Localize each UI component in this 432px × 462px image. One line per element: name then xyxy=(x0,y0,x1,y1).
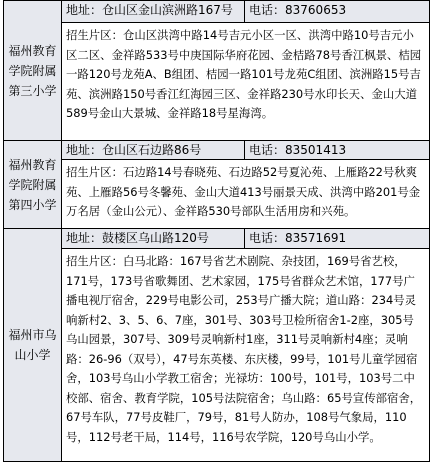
school-zone-table xyxy=(3,0,430,462)
address-cell xyxy=(62,141,245,160)
school-row-address xyxy=(4,1,430,23)
zone-cell xyxy=(62,160,430,229)
phone-cell xyxy=(245,141,430,160)
school-row-address xyxy=(4,141,430,160)
school-name: 福州教育学院附属第四小学 xyxy=(8,157,57,212)
school-name-cell xyxy=(4,229,62,462)
address-cell xyxy=(62,1,245,23)
school-row-zone xyxy=(4,23,430,141)
address-value: 仓山区金山滨洲路167号 xyxy=(102,3,233,17)
address-label: 地址： xyxy=(66,143,103,157)
phone-label: 电话： xyxy=(249,231,286,245)
school-row-zone xyxy=(4,249,430,462)
zone-cell xyxy=(62,249,430,462)
school-row-address xyxy=(4,229,430,249)
address-value: 仓山区石边路86号 xyxy=(102,143,202,157)
school-name-cell xyxy=(4,141,62,229)
school-row-zone xyxy=(4,160,430,229)
zone-label: 招生片区： xyxy=(66,254,123,268)
zone-label: 招生片区： xyxy=(66,165,123,179)
address-label: 地址： xyxy=(66,3,103,17)
zone-text: 石边路14号春晓苑、石边路52号夏沁苑、上雁路22号秋爽苑、上雁路56号冬馨苑、金山大道413号丽景天成、洪湾中路201号金万名居（金山公元）、金祥路530号部队生活用房和兴苑。 xyxy=(66,165,421,218)
address-value: 鼓楼区乌山路120号 xyxy=(102,231,209,245)
phone-label: 电话： xyxy=(249,143,286,157)
zone-cell xyxy=(62,23,430,141)
school-name: 福州教育学院附属第三小学 xyxy=(8,43,57,98)
phone-value: 83760653 xyxy=(285,3,347,17)
zone-text: 仓山区洪湾中路14号吉元小区一区、洪湾中路10号吉元小区二区、金祥路533号中庚国际华府花园、金桔路78号香江枫景、桔园一路120号龙苑A、B组团、桔园一路101号龙苑C组团、滨洲路15号吉苑、滨洲路150号香江红海园三区、金祥路230号水印长天、金山大道589号金山大景城、金祥路18号星海湾。 xyxy=(66,28,422,120)
phone-value: 83501413 xyxy=(285,143,347,157)
address-cell xyxy=(62,229,245,249)
phone-cell xyxy=(245,1,430,23)
phone-value: 83571691 xyxy=(285,231,347,245)
zone-label: 招生片区： xyxy=(66,28,123,42)
zone-text: 白马北路：167号省艺术剧院、杂技团，169号省艺校，171号，173号省歌舞团、艺术家园，175号省群众艺术馆，177号广播电视厅宿舍，229号电影公司，253号广播大院；道山路：234号灵响新村2、3、5、6、7座，301号、303号卫检所宿舍1-2座，305号乌山园景，307号、309号灵响新村1座，311号灵响新村4座；灵响路：26-96（双号），47号东英楼、东庆楼，99号，101号儿童学园宿舍，103号乌山小学教工宿舍；光禄坊：100号，101号，103号二中校部、宿舍、教育学院，105号法院宿舍；乌山路：65号宣传部宿舍，67号车队，77号皮鞋厂，79号，81号人防办，108号气象局，110号，112号老干局，114号，116号农学院，120号乌山小学。 xyxy=(66,254,422,444)
school-name-cell xyxy=(4,1,62,141)
phone-label: 电话： xyxy=(249,3,286,17)
school-name: 福州市乌山小学 xyxy=(8,328,57,362)
address-label: 地址： xyxy=(66,231,103,245)
phone-cell xyxy=(245,229,430,249)
